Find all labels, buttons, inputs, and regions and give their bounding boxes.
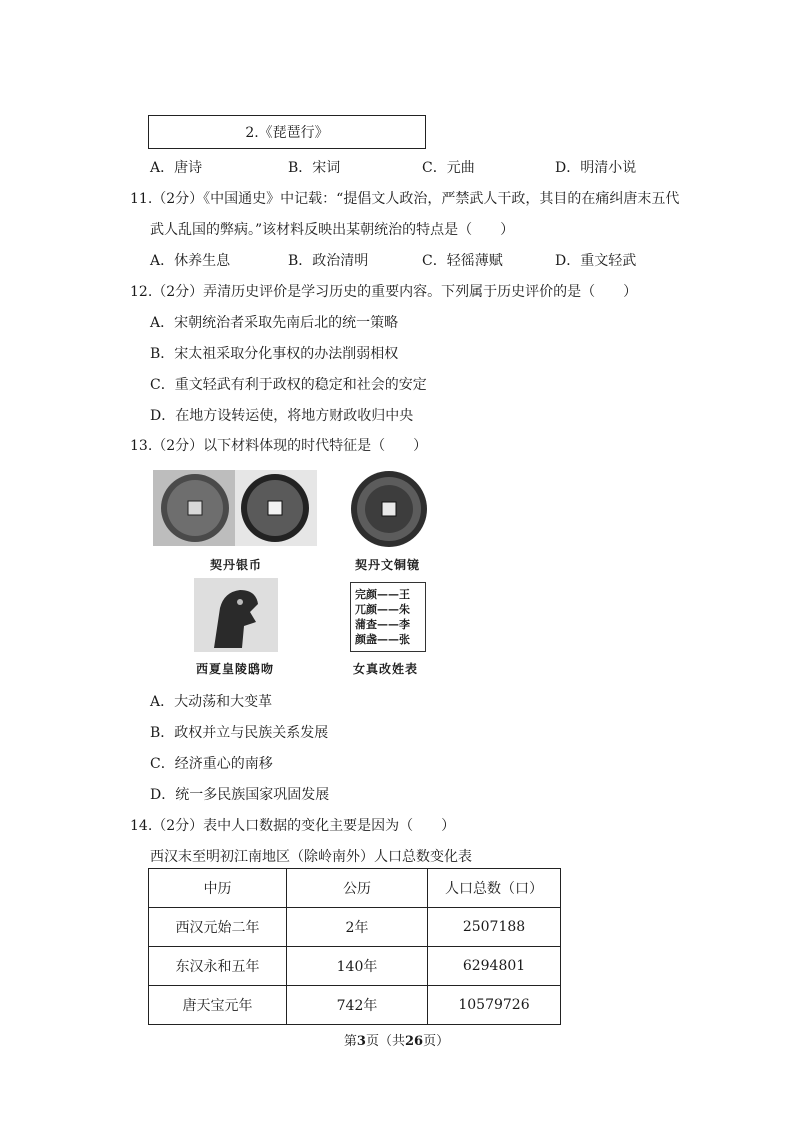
- footer-page-number: 3: [356, 1034, 366, 1049]
- q11-stem-line1: 11.（2分）《中国通史》中记载：“提倡文人政治，严禁武人干政，其目的在痛纠唐末五代: [130, 191, 680, 207]
- q11-option-c: C．轻徭薄赋: [422, 253, 503, 269]
- population-table-title: 西汉末至明初江南地区（除岭南外）人口总数变化表: [150, 849, 472, 865]
- q14-stem: 14.（2分）表中人口数据的变化主要是因为（ ）: [130, 818, 456, 834]
- cell-population: 2507188: [428, 908, 561, 947]
- cell-gregorian-year: 140年: [287, 947, 428, 986]
- chiwen-caption: 西夏皇陵鸱吻: [196, 662, 275, 676]
- table-row: [149, 908, 561, 947]
- khitan-silver-coins-image: [153, 470, 317, 546]
- q13-option-c: C．经济重心的南移: [150, 756, 273, 772]
- q12-stem: 12.（2分）弄清历史评价是学习历史的重要内容。下列属于历史评价的是（ ）: [130, 284, 638, 300]
- header-population: 人口总数（口）: [428, 869, 561, 908]
- q10-option-a: A．唐诗: [150, 160, 203, 176]
- q10-option-d: D．明清小说: [555, 160, 637, 176]
- population-table: [148, 868, 561, 1025]
- q12-option-c: C．重文轻武有利于政权的稳定和社会的安定: [150, 377, 427, 393]
- q12-option-a: A．宋朝统治者采取先南后北的统一策略: [150, 315, 399, 331]
- surname-row: 颜盏——张: [355, 633, 410, 646]
- jurchen-surname-table-image: [350, 582, 426, 652]
- surname-row: 完颜——王: [355, 588, 410, 601]
- coins-caption: 契丹银币: [210, 558, 263, 572]
- q11-option-a: A．休养生息: [150, 253, 231, 269]
- cell-chinese-calendar: 西汉元始二年: [149, 908, 287, 947]
- q10-option-b: B．宋词: [288, 160, 341, 176]
- q12-option-b: B．宋太祖采取分化事权的办法削弱相权: [150, 346, 399, 362]
- q13-stem: 13.（2分）以下材料体现的时代特征是（ ）: [130, 438, 428, 454]
- cell-population: 6294801: [428, 947, 561, 986]
- table-row: [149, 947, 561, 986]
- cell-population: 10579726: [428, 986, 561, 1025]
- q11-stem-line2: 武人乱国的弊病。”该材料反映出某朝统治的特点是（ ）: [150, 222, 515, 238]
- page-footer: [0, 1030, 793, 1049]
- cell-chinese-calendar: 东汉永和五年: [149, 947, 287, 986]
- surname-caption: 女真改姓表: [353, 662, 419, 676]
- header-chinese-calendar: 中历: [149, 869, 287, 908]
- q13-option-d: D．统一多民族国家巩固发展: [150, 787, 330, 803]
- footer-total-pages: 26: [404, 1034, 424, 1049]
- cell-gregorian-year: 2年: [287, 908, 428, 947]
- surname-row: 蒲查——李: [355, 618, 410, 631]
- mirror-caption: 契丹文铜镜: [355, 558, 421, 572]
- surname-row: 兀颜——朱: [355, 603, 410, 616]
- table-header-row: [149, 869, 561, 908]
- header-gregorian-year: 公历: [287, 869, 428, 908]
- table-row: [149, 986, 561, 1025]
- q10-option-c: C．元曲: [422, 160, 475, 176]
- western-xia-chiwen-image: [194, 578, 278, 652]
- cell-gregorian-year: 742年: [287, 986, 428, 1025]
- boxed-answer-item: 2.《琵琶行》: [148, 115, 426, 149]
- q12-option-d: D．在地方设转运使，将地方财政收归中央: [150, 408, 414, 424]
- q11-option-b: B．政治清明: [288, 253, 369, 269]
- q11-option-d: D．重文轻武: [555, 253, 637, 269]
- q13-option-a: A．大动荡和大变革: [150, 694, 273, 710]
- footer-mid: 页（共: [365, 1034, 405, 1049]
- khitan-bronze-mirror-image: [349, 470, 429, 548]
- cell-chinese-calendar: 唐天宝元年: [149, 986, 287, 1025]
- footer-suffix: 页）: [423, 1034, 450, 1049]
- footer-prefix: 第: [343, 1034, 357, 1049]
- q13-option-b: B．政权并立与民族关系发展: [150, 725, 329, 741]
